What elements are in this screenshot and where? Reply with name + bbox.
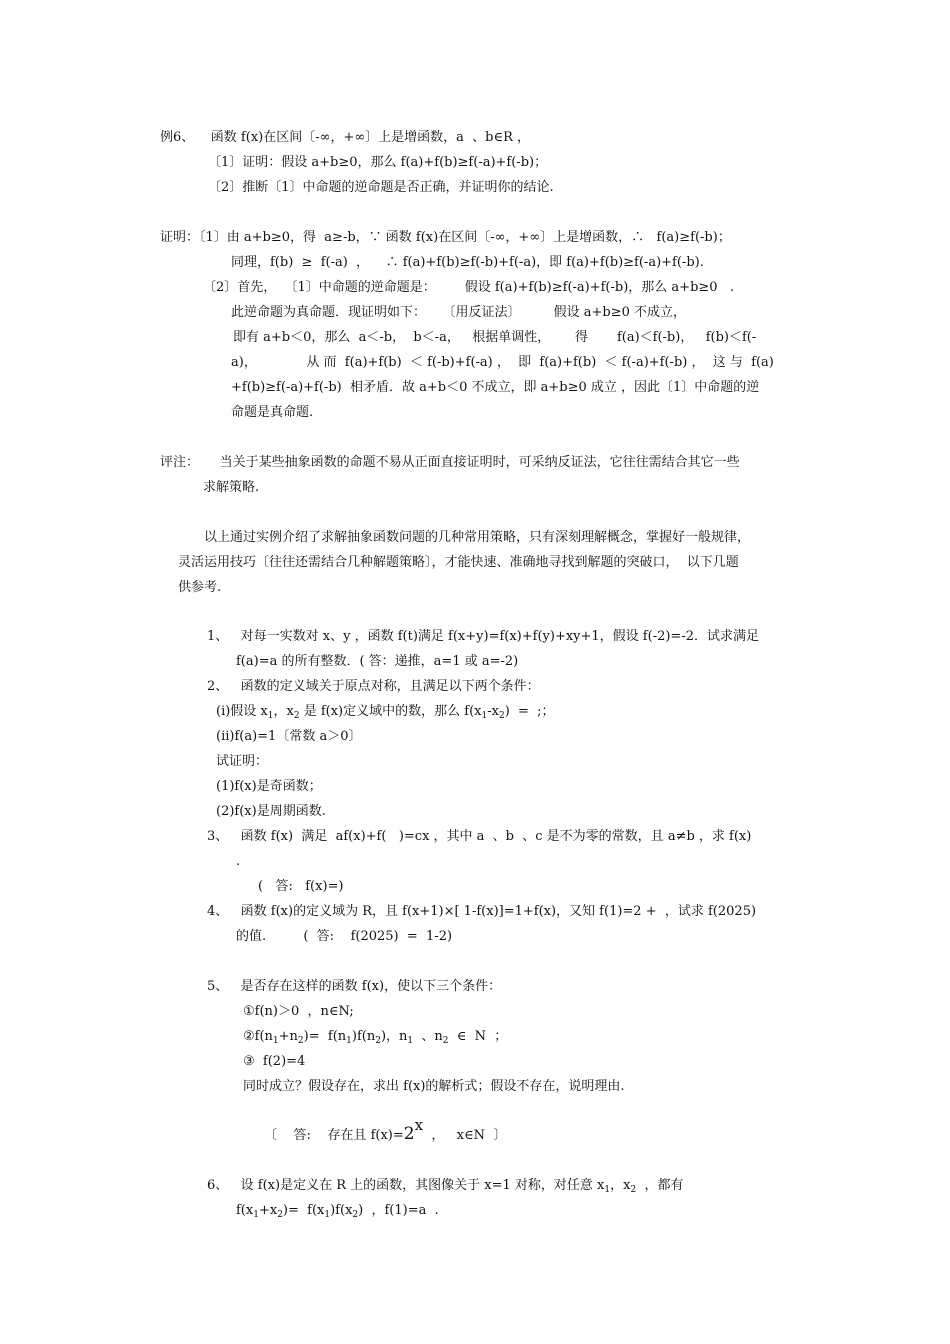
problem-1-line-2: f(a)=a 的所有整数．( 答：递推，a=1 或 a=-2) (236, 654, 519, 669)
proof-line-6: a)， 从 而 f(a)+f(b) ＜ f(-b)+f(-a) ， 即 f(a)+f(b) ＜ f(-a)+f(-b) ， 这 与 f(a) (231, 355, 774, 370)
proof-line-7: +f(b)≥f(-a)+f(-b) 相矛盾．故 a+b＜0 不成立，即 a+b≥0 成立 ，因此〔1〕中命题的逆 (231, 380, 760, 395)
problem-5-question: 同时成立？假设存在，求出 f(x)的解析式；假设不存在，说明理由. (243, 1079, 625, 1094)
summary-line-2: 灵活运用技巧〔往往还需结合几种解题策略〕，才能快速、准确地寻找到解题的突破口， 以下几题 (178, 555, 739, 570)
problem-5-condition-2: $②f(n_1+n_2)= f(n_1)f(n_2)$，$n_1$ 、$n_2$ ∈ N ； (243, 1029, 508, 1046)
problem-3-line-2: . (236, 854, 241, 869)
problem-2-prove-1: (1)f(x)是奇函数； (216, 779, 322, 794)
comment-line-2: 求解策略. (203, 480, 260, 495)
problem-6-line-2: $f(x_1+x_2)= f(x_1)f(x_2)$ ，f(1)=a . (236, 1203, 439, 1220)
problem-2-prove-2: (2)f(x)是周期函数. (216, 804, 326, 819)
proof-line-3: 〔2〕首先， 〔1〕中命题的逆命题是： 假设 f(a)+f(b)≥f(-a)+f(-b)，那么 a+b≥0 . (203, 280, 735, 295)
summary-line-1: 以上通过实例介绍了求解抽象函数问题的几种常用策略，只有深刻理解概念，掌握好一般规律， (204, 530, 751, 545)
problem-2-prove-label: 试证明： (216, 754, 269, 769)
problem-4-line-1: 4、 函数 f(x)的定义域为 R，且 f(x+1)×[ 1-f(x)]=1+f(x)，又知 f(1)=2 + ，试求 f(2025) (207, 904, 757, 919)
problem-4-line-2: 的值. ( 答: f(2025) = 1-2) (236, 929, 453, 944)
problem-1-line-1: 1、 对每一实数对 x、y ，函数 f(t)满足 f(x+y)=f(x)+f(y)+xy+1，假设 f(-2)=-2．试求满足 (207, 629, 759, 644)
problem-5-answer: 〔 答: 存在且 f(x)=2x ， x∈N 〕 (264, 1116, 507, 1144)
proof-line-1: 证明：〔1〕由 a+b≥0，得 a≥-b，∵ 函数 f(x)在区间〔-∞，+∞〕上是增函数，∴ f(a)≥f(-b)； (160, 230, 731, 245)
example-6-title: 例6、 函数 f(x)在区间〔-∞，+∞〕上是增函数，a 、b∈R ， (160, 130, 531, 145)
problem-2-line-1: 2、 函数的定义域关于原点对称，且满足以下两个条件： (207, 679, 540, 694)
problem-5-condition-1: ①f(n)＞0 ，n∈N; (243, 1004, 354, 1019)
problem-6-line-1: 6、 设 f(x)是定义在 R 上的函数，其图像关于 x=1 对称，对任意 $x_1$，$x_2$ ，都有 (207, 1178, 684, 1195)
problem-2-condition-2: (ⅱ)f(a)=1〔常数 a＞0〕 (216, 729, 362, 744)
proof-line-2: 同理，f(b) ≥ f(-a) ， ∴ f(a)+f(b)≥f(-b)+f(-a)，即 f(a)+f(b)≥f(-a)+f(-b). (231, 255, 704, 270)
example-6-part-2: 〔2〕推断〔1〕中命题的逆命题是否正确，并证明你的结论. (208, 180, 554, 195)
example-6-part-1: 〔1〕证明：假设 a+b≥0，那么 f(a)+f(b)≥f(-a)+f(-b)； (208, 155, 548, 170)
proof-line-8: 命题是真命题. (231, 405, 314, 420)
problem-5-line-1: 5、 是否存在这样的函数 f(x)，使以下三个条件： (207, 979, 502, 994)
comment-line-1: 评注： 当关于某些抽象函数的命题不易从正面直接证明时，可采纳反证法，它往往需结合其它一些 (160, 455, 740, 470)
problem-3-line-1: 3、 函数 f(x) 满足 af(x)+f( )=cx ，其中 a 、b 、c 是不为零的常数，且 a≠b ，求 f(x) (207, 829, 752, 844)
problem-2-condition-1: (ⅰ)假设 $x_1$，$x_2$ 是 f(x)定义域中的数，那么 $f(x_1-x_2)$ = ;； (216, 704, 555, 721)
problem-3-answer: ( 答: f(x)=) (258, 879, 344, 894)
summary-line-3: 供参考. (178, 580, 222, 595)
proof-line-5: 即有 a+b＜0，那么 a＜-b， b＜-a， 根据单调性， 得 f(a)＜f(-b)， f(b)＜f(- (233, 330, 757, 345)
proof-line-4: 此逆命题为真命题．现证明如下： 〔用反证法〕 假设 a+b≥0 不成立， (231, 305, 686, 320)
problem-5-condition-3: ③ f(2)=4 (243, 1054, 306, 1069)
